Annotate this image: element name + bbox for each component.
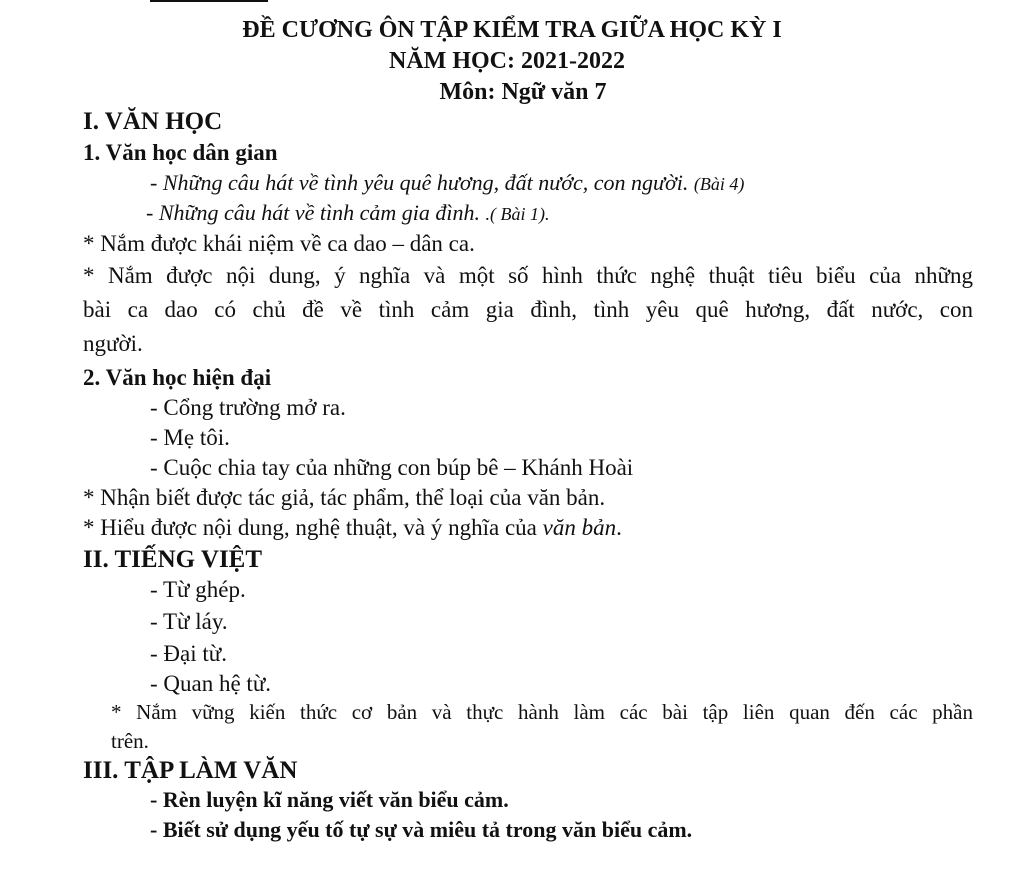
tieng-viet-note-line-2: trên. [111,729,149,753]
dan-gian-item-1-reference: (Bài 4) [693,174,745,194]
dan-gian-item-2 [146,202,550,224]
tap-lam-van-item-2: - Biết sử dụng yếu tố tự sự và miêu tả trong văn biểu cảm. [150,817,693,842]
tieng-viet-note-line-1: * Nắm vững kiến thức cơ bản và thực hành làm các bài tập liên quan đến các phần [111,700,973,724]
tieng-viet-item-1: - Từ ghép. [150,577,246,602]
tieng-viet-item-4: - Quan hệ từ. [150,671,272,696]
hien-dai-note-1: * Nhận biết được tác giả, tác phẩm, thể loại của văn bản. [83,485,606,510]
section-tap-lam-van-heading: III. TẬP LÀM VĂN [83,757,298,784]
dan-gian-item-1 [150,172,744,194]
dan-gian-item-2-text: - Những câu hát về tình cảm gia đình. [146,200,481,225]
tieng-viet-item-2: - Từ láy. [150,609,228,634]
hien-dai-note-2-suffix: . [616,515,622,540]
section-van-hoc-heading: I. VĂN HỌC [83,108,223,135]
hien-dai-item-1: - Cổng trường mở ra. [150,395,346,420]
dan-gian-note-1: * Nắm được khái niệm về ca dao – dân ca. [83,231,475,256]
dan-gian-note-2-line-1: * Nắm được nội dung, ý nghĩa và một số hình thức nghệ thuật tiêu biểu của những [83,263,973,288]
document-title-2: NĂM HỌC: 2021-2022 [389,48,625,74]
section-tieng-viet-heading: II. TIẾNG VIỆT [83,546,263,573]
hien-dai-item-2: - Mẹ tôi. [150,425,230,450]
dan-gian-note-2-line-2: bài ca dao có chủ đề về tình cảm gia đình, tình yêu quê hương, đất nước, con [83,297,973,322]
subject-title: Môn: Ngữ văn 7 [439,79,607,105]
document-title-1: ĐỀ CƯƠNG ÔN TẬP KIỂM TRA GIỮA HỌC KỲ I [242,17,782,43]
hien-dai-note-2-prefix: * Hiểu được nội dung, nghệ thuật, và ý nghĩa của [83,515,543,540]
subsection-dan-gian-heading: 1. Văn học dân gian [83,140,278,165]
tap-lam-van-item-1: - Rèn luyện kĩ năng viết văn biểu cảm. [150,787,509,812]
dan-gian-item-1-text: - Những câu hát về tình yêu quê hương, đất nước, con người. [150,170,689,195]
dan-gian-item-2-reference: .( Bài 1). [485,204,550,224]
tieng-viet-item-3: - Đại từ. [150,641,227,666]
hien-dai-note-2 [83,516,622,539]
top-divider [150,0,268,2]
hien-dai-note-2-emphasis: văn bản [542,515,617,540]
hien-dai-item-3: - Cuộc chia tay của những con búp bê – Khánh Hoài [150,455,634,480]
subsection-hien-dai-heading: 2. Văn học hiện đại [83,365,272,390]
dan-gian-note-2-line-3: người. [83,331,143,356]
